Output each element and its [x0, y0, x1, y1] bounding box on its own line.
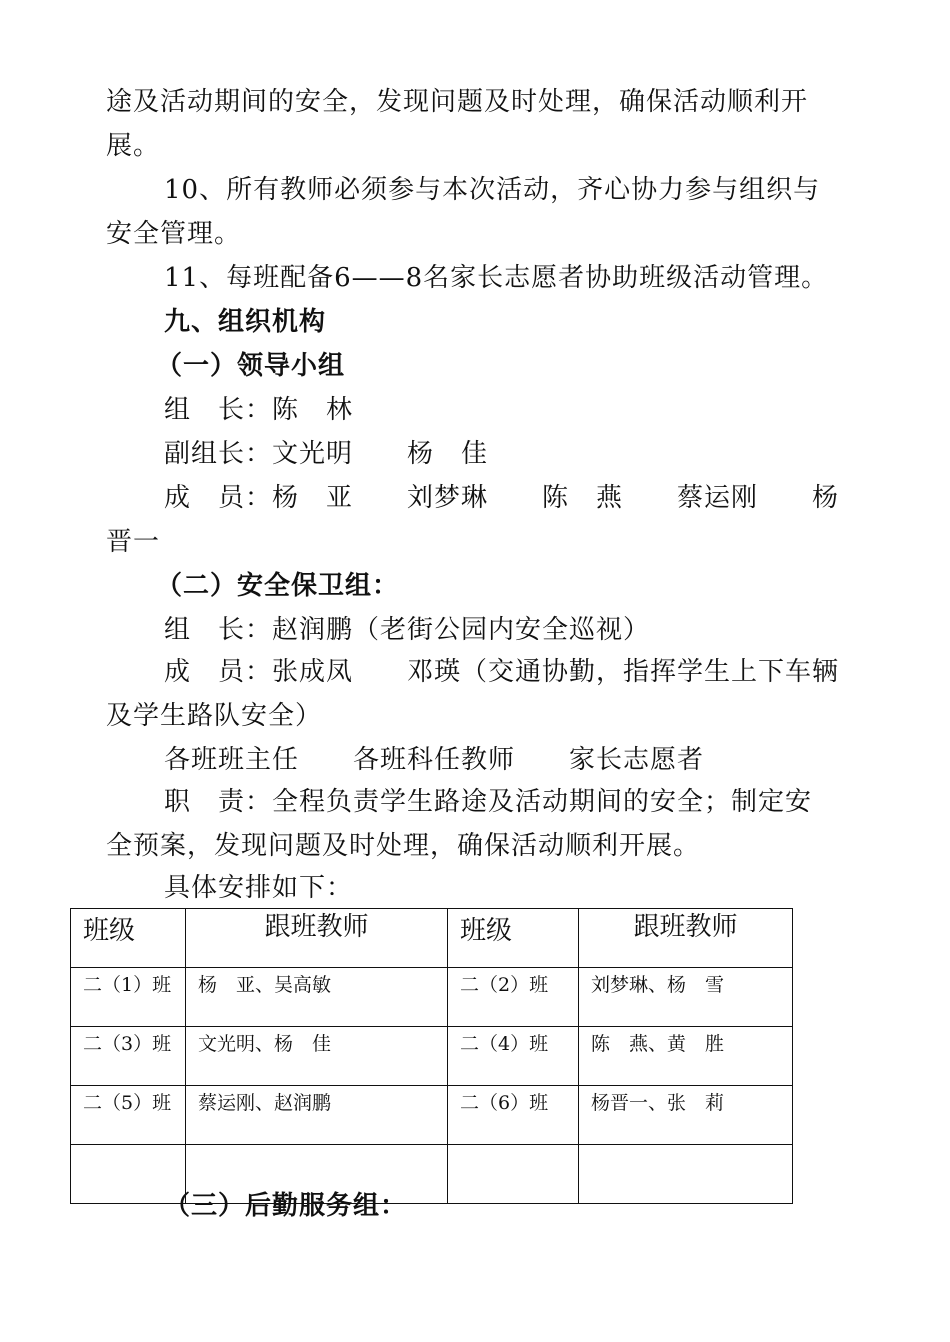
table-cell: 二（3）班	[71, 1027, 186, 1086]
table-cell: 二（4）班	[448, 1027, 579, 1086]
members-line: 及学生路队安全）	[106, 701, 323, 731]
leader-line: 组 长：赵润鹏（老街公园内安全巡视）	[164, 615, 651, 645]
paragraph-line: 安全管理。	[106, 219, 242, 249]
table-cell: 二（1）班	[71, 968, 186, 1027]
table-cell: 杨 亚、吴高敏	[186, 968, 448, 1027]
table-cell: 二（6）班	[448, 1086, 579, 1145]
table-cell: 陈 燕、黄 胜	[579, 1027, 793, 1086]
table-cell: 杨晋一、张 莉	[579, 1086, 793, 1145]
paragraph-line: 11、每班配备6——8名家长志愿者协助班级活动管理。	[164, 263, 829, 293]
members-line: 晋一	[106, 527, 161, 557]
table-row	[71, 968, 793, 1027]
paragraph-line: 10、所有教师必须参与本次活动，齐心协力参与组织与	[164, 175, 821, 205]
table-cell: 刘梦琳、杨 雪	[579, 968, 793, 1027]
table-row	[71, 1027, 793, 1086]
table-row	[71, 1086, 793, 1145]
table-cell: 二（2）班	[448, 968, 579, 1027]
others-line: 各班班主任 各班科任教师 家长志愿者	[164, 745, 705, 775]
subsection-heading: （二）安全保卫组：	[156, 571, 400, 601]
table-cell: 二（5）班	[71, 1086, 186, 1145]
table-cell: 蔡运刚、赵润鹏	[186, 1086, 448, 1145]
teacher-assignment-table	[70, 908, 793, 1204]
table-cell	[579, 1145, 793, 1204]
paragraph-line: 展。	[106, 131, 161, 161]
header-cell: 跟班教师	[579, 909, 793, 968]
section-heading: 九、组织机构	[164, 307, 327, 337]
header-cell: 跟班教师	[186, 909, 448, 968]
members-line: 成 员：张成凤 邓瑛（交通协勤，指挥学生上下车辆	[164, 657, 840, 687]
paragraph-line: 途及活动期间的安全，发现问题及时处理，确保活动顺利开	[106, 87, 809, 117]
table-cell: 文光明、杨 佳	[186, 1027, 448, 1086]
leader-line: 组 长：陈 林	[164, 395, 354, 425]
header-cell: 班级	[448, 909, 579, 968]
duty-line: 职 责：全程负责学生路途及活动期间的安全；制定安	[164, 787, 813, 817]
table-cell	[448, 1145, 579, 1204]
deputy-line: 副组长：文光明 杨 佳	[164, 439, 489, 469]
header-cell: 班级	[71, 909, 186, 968]
subsection-heading: （三）后勤服务组：	[164, 1191, 408, 1221]
subsection-heading: （一）领导小组	[156, 351, 346, 381]
table-header-row	[71, 909, 793, 968]
duty-line: 全预案，发现问题及时处理，确保活动顺利开展。	[106, 831, 701, 861]
members-line: 成 员：杨 亚 刘梦琳 陈 燕 蔡运刚 杨	[164, 483, 840, 513]
arrangement-line: 具体安排如下：	[164, 873, 354, 903]
